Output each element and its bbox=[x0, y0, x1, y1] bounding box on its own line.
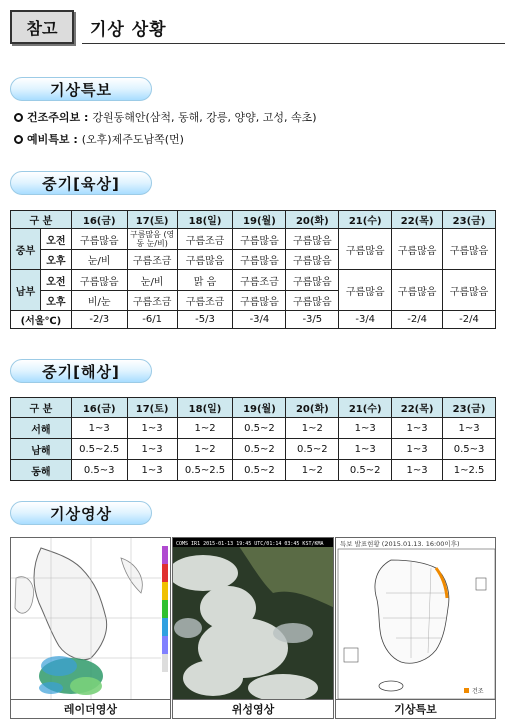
title-underline bbox=[82, 43, 505, 44]
sea-forecast-table bbox=[10, 397, 496, 481]
wave-cell: 1~2 bbox=[177, 418, 233, 439]
day-header: 21(수) bbox=[339, 398, 392, 418]
forecast-cell: 구름조금 bbox=[177, 291, 233, 311]
forecast-cell: 눈/비 bbox=[71, 250, 127, 270]
forecast-cell: 맑 음 bbox=[177, 270, 233, 291]
bullet-label: 예비특보 : bbox=[27, 133, 78, 146]
reference-tag: 참고 bbox=[10, 10, 74, 44]
day-header: 22(목) bbox=[392, 211, 443, 229]
table-row bbox=[11, 229, 496, 250]
forecast-cell: 구름많음 bbox=[233, 291, 286, 311]
temp-cell: -3/4 bbox=[339, 311, 392, 329]
day-header: 18(일) bbox=[177, 398, 233, 418]
section-imagery-heading: 기상영상 bbox=[10, 501, 152, 525]
wave-cell: 0.5~3 bbox=[71, 460, 127, 481]
satellite-banner: COMS IR1 2015-01-13 19:45 UTC/01:14 03:45 KST/KMA bbox=[176, 541, 324, 547]
wave-cell: 0.5~2 bbox=[233, 439, 286, 460]
radar-panel bbox=[10, 537, 171, 719]
day-header: 20(화) bbox=[286, 211, 339, 229]
sea-west: 서해 bbox=[11, 418, 72, 439]
day-header: 23(금) bbox=[443, 211, 496, 229]
dry-legend-swatch bbox=[464, 688, 469, 693]
wave-cell: 1~3 bbox=[339, 418, 392, 439]
day-header: 19(월) bbox=[233, 211, 286, 229]
wave-cell: 1~3 bbox=[392, 439, 443, 460]
forecast-cell: 구름많음 bbox=[233, 250, 286, 270]
wave-cell: 1~2 bbox=[286, 418, 339, 439]
wave-cell: 0.5~2.5 bbox=[71, 439, 127, 460]
forecast-cell: 구름많음 bbox=[286, 229, 339, 250]
temp-cell: -3/4 bbox=[233, 311, 286, 329]
forecast-cell: 구름많음 bbox=[71, 229, 127, 250]
radar-color-scale bbox=[162, 546, 168, 672]
sea-east: 동해 bbox=[11, 460, 72, 481]
radar-map-graphic bbox=[11, 538, 170, 701]
wave-cell: 1~2.5 bbox=[443, 460, 496, 481]
temp-cell: -5/3 bbox=[177, 311, 233, 329]
wave-cell: 0.5~2 bbox=[233, 418, 286, 439]
table-row bbox=[11, 418, 496, 439]
wave-cell: 1~3 bbox=[392, 418, 443, 439]
page-title: 기상 상황 bbox=[90, 20, 167, 40]
wave-cell: 1~2 bbox=[286, 460, 339, 481]
forecast-cell: 구름조금 bbox=[233, 270, 286, 291]
region-south: 남부 bbox=[11, 270, 41, 311]
warning-bullet-preliminary bbox=[14, 131, 184, 147]
land-forecast-table bbox=[10, 210, 496, 329]
temp-cell: -2/4 bbox=[443, 311, 496, 329]
day-header: 18(일) bbox=[177, 211, 233, 229]
bullet-label: 건조주의보 : bbox=[27, 111, 89, 124]
wave-cell: 1~3 bbox=[443, 418, 496, 439]
forecast-cell: 구름많음 bbox=[339, 229, 392, 270]
forecast-cell: 구름많음 bbox=[392, 229, 443, 270]
forecast-cell: 구름많음 (영동 눈/비) bbox=[127, 229, 177, 250]
wave-cell: 1~3 bbox=[127, 460, 177, 481]
imagery-row bbox=[10, 537, 496, 719]
wave-cell: 0.5~2 bbox=[286, 439, 339, 460]
wave-cell: 0.5~2 bbox=[233, 460, 286, 481]
forecast-cell: 비/눈 bbox=[71, 291, 127, 311]
wave-cell: 1~3 bbox=[392, 460, 443, 481]
forecast-cell: 구름많음 bbox=[392, 270, 443, 311]
temp-cell: -6/1 bbox=[127, 311, 177, 329]
warning-map-caption: 기상특보 bbox=[336, 699, 495, 718]
am-label: 오전 bbox=[40, 270, 71, 291]
bullet-text: (오후)제주도남쪽(먼) bbox=[81, 133, 184, 146]
temp-label: (서울℃) bbox=[11, 311, 72, 329]
wave-cell: 1~3 bbox=[71, 418, 127, 439]
forecast-cell: 구름많음 bbox=[443, 270, 496, 311]
pm-label: 오후 bbox=[40, 250, 71, 270]
circle-bullet-icon bbox=[14, 135, 23, 144]
warning-map-graphic bbox=[336, 538, 495, 701]
day-header: 23(금) bbox=[443, 398, 496, 418]
page-header bbox=[10, 10, 505, 46]
wave-cell: 1~2 bbox=[177, 439, 233, 460]
day-header: 17(토) bbox=[127, 398, 177, 418]
radar-image bbox=[11, 538, 170, 701]
table-row-temperature bbox=[11, 311, 496, 329]
corner-cell: 구 분 bbox=[11, 398, 72, 418]
warning-legend-label: 건조 bbox=[472, 688, 484, 695]
day-header: 20(화) bbox=[286, 398, 339, 418]
day-header: 17(토) bbox=[127, 211, 177, 229]
am-label: 오전 bbox=[40, 229, 71, 250]
forecast-cell: 구름많음 bbox=[286, 250, 339, 270]
forecast-cell: 구름조금 bbox=[127, 250, 177, 270]
table-row bbox=[11, 460, 496, 481]
wave-cell: 0.5~2 bbox=[339, 460, 392, 481]
forecast-cell: 구름많음 bbox=[71, 270, 127, 291]
temp-cell: -3/5 bbox=[286, 311, 339, 329]
section-land-heading: 중기[육상] bbox=[10, 171, 152, 195]
forecast-cell: 구름많음 bbox=[233, 229, 286, 250]
section-warnings-heading: 기상특보 bbox=[10, 77, 152, 101]
circle-bullet-icon bbox=[14, 113, 23, 122]
forecast-cell: 구름많음 bbox=[286, 270, 339, 291]
radar-caption: 레이더영상 bbox=[11, 699, 170, 718]
wave-cell: 1~3 bbox=[127, 439, 177, 460]
satellite-graphic bbox=[173, 538, 333, 701]
forecast-cell: 눈/비 bbox=[127, 270, 177, 291]
day-header: 22(목) bbox=[392, 398, 443, 418]
wave-cell: 0.5~3 bbox=[443, 439, 496, 460]
day-header: 21(수) bbox=[339, 211, 392, 229]
forecast-cell: 구름많음 bbox=[339, 270, 392, 311]
satellite-caption: 위성영상 bbox=[173, 699, 333, 718]
sea-south: 남해 bbox=[11, 439, 72, 460]
pm-label: 오후 bbox=[40, 291, 71, 311]
corner-cell: 구 분 bbox=[11, 211, 72, 229]
forecast-cell: 구름많음 bbox=[286, 291, 339, 311]
warning-map-panel bbox=[335, 537, 496, 719]
region-central: 중부 bbox=[11, 229, 41, 270]
table-header-row bbox=[11, 398, 496, 418]
wave-cell: 1~3 bbox=[339, 439, 392, 460]
forecast-cell: 구름조금 bbox=[177, 229, 233, 250]
warning-map-image bbox=[336, 538, 495, 701]
wave-cell: 0.5~2.5 bbox=[177, 460, 233, 481]
wave-cell: 1~3 bbox=[127, 418, 177, 439]
table-header-row bbox=[11, 211, 496, 229]
temp-cell: -2/4 bbox=[392, 311, 443, 329]
day-header: 19(월) bbox=[233, 398, 286, 418]
forecast-cell: 구름많음 bbox=[443, 229, 496, 270]
warning-map-banner: 특보 발표현황 (2015.01.13. 16:00이후) bbox=[340, 540, 460, 548]
warning-bullet-dry bbox=[14, 109, 317, 125]
satellite-image bbox=[173, 538, 333, 701]
forecast-cell: 구름많음 bbox=[177, 250, 233, 270]
section-sea-heading: 중기[해상] bbox=[10, 359, 152, 383]
bullet-text: 강원동해안(삼척, 동해, 강릉, 양양, 고성, 속초) bbox=[92, 111, 317, 124]
forecast-cell: 구름조금 bbox=[127, 291, 177, 311]
day-header: 16(금) bbox=[71, 398, 127, 418]
table-row bbox=[11, 439, 496, 460]
table-row bbox=[11, 270, 496, 291]
satellite-panel bbox=[172, 537, 334, 719]
day-header: 16(금) bbox=[71, 211, 127, 229]
temp-cell: -2/3 bbox=[71, 311, 127, 329]
